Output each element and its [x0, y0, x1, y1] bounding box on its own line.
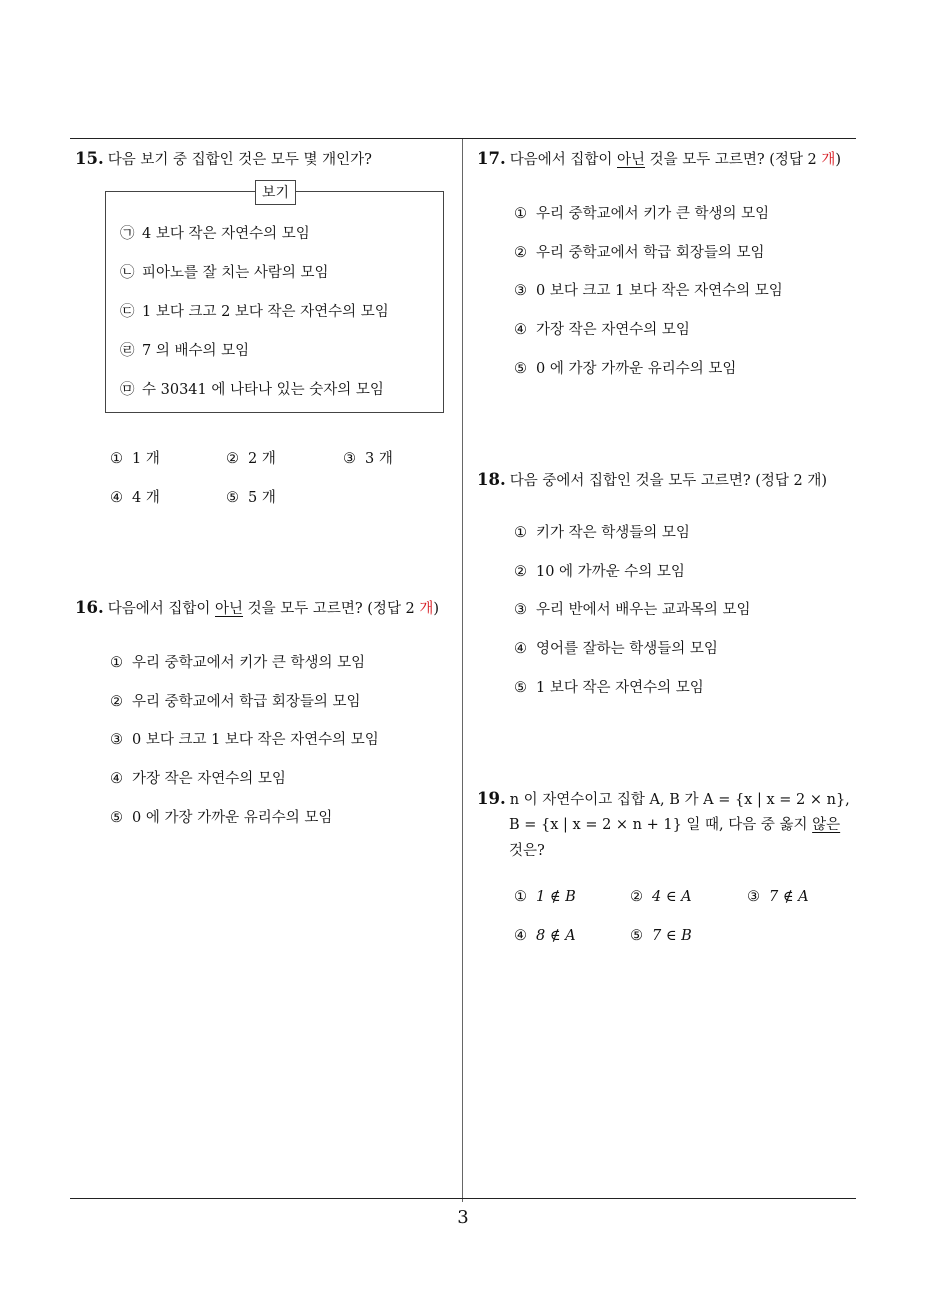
- example-item: [120, 300, 389, 321]
- question-text: 다음에서 집합이: [107, 601, 215, 617]
- option-mark: ⑤: [110, 810, 123, 826]
- answer-option-2[interactable]: [110, 690, 361, 711]
- option-text: 우리 중학교에서 키가 큰 학생의 모임: [132, 655, 366, 671]
- question-19-stem-line1: [477, 786, 850, 813]
- question-17-stem: [477, 148, 841, 171]
- top-rule: [70, 138, 856, 139]
- answer-option-1[interactable]: [514, 202, 769, 223]
- option-mark: ③: [747, 889, 760, 905]
- answer-option-3[interactable]: [110, 728, 379, 749]
- question-19-stem-line2: [509, 812, 840, 838]
- question-number: 19.: [477, 789, 506, 808]
- highlighted-word: 개: [419, 601, 434, 617]
- option-text: 5 개: [248, 490, 276, 506]
- option-mark: ②: [514, 564, 527, 580]
- option-text: 영어를 잘하는 학생들의 모임: [536, 641, 718, 657]
- highlighted-word: 개: [821, 152, 836, 168]
- item-mark: ㉢: [120, 304, 135, 320]
- option-text: 4 개: [132, 490, 160, 506]
- option-mark: ②: [110, 694, 123, 710]
- answer-option-4[interactable]: [110, 486, 160, 507]
- answer-option-3[interactable]: [514, 279, 783, 300]
- option-text: 2 개: [248, 451, 276, 467]
- question-15-stem: [75, 148, 372, 171]
- question-text: 다음 중에서 집합인 것을 모두 고르면? (정답 2 개): [509, 473, 828, 489]
- question-16-stem: [75, 597, 439, 620]
- option-mark: ④: [514, 322, 527, 338]
- question-number: 18.: [477, 470, 506, 489]
- example-item: [120, 378, 384, 399]
- option-text: 4 ∈ A: [652, 889, 692, 905]
- answer-option-3[interactable]: [514, 598, 751, 619]
- option-text: 0 에 가장 가까운 유리수의 모임: [132, 810, 333, 826]
- option-text: 우리 중학교에서 키가 큰 학생의 모임: [536, 206, 770, 222]
- answer-option-4[interactable]: [514, 637, 718, 658]
- underlined-word: 아닌: [617, 152, 646, 168]
- option-mark: ①: [110, 655, 123, 671]
- question-number: 17.: [477, 149, 506, 168]
- question-number: 15.: [75, 149, 104, 168]
- answer-option-4[interactable]: [514, 928, 576, 944]
- question-text: 다음에서 집합이: [509, 152, 617, 168]
- item-text: 피아노를 잘 치는 사람의 모임: [142, 265, 329, 281]
- item-text: 7 의 배수의 모임: [142, 343, 250, 359]
- option-mark: ④: [514, 928, 527, 944]
- example-item: [120, 222, 310, 243]
- option-mark: ④: [110, 490, 123, 506]
- item-text: 1 보다 크고 2 보다 작은 자연수의 모임: [142, 304, 389, 320]
- example-item: [120, 261, 329, 282]
- option-text: 1 개: [132, 451, 160, 467]
- option-mark: ⑤: [226, 490, 239, 506]
- answer-option-5[interactable]: [110, 806, 332, 827]
- option-text: 7 ∉ A: [769, 889, 809, 905]
- option-text: 키가 작은 학생들의 모임: [536, 525, 690, 541]
- bottom-rule: [70, 1198, 856, 1199]
- option-text: 가장 작은 자연수의 모임: [536, 322, 690, 338]
- option-text: 10 에 가까운 수의 모임: [536, 564, 685, 580]
- question-text: ): [433, 601, 440, 617]
- option-mark: ④: [110, 771, 123, 787]
- question-19-stem-line3: 것은?: [509, 843, 545, 859]
- option-text: 우리 중학교에서 학급 회장들의 모임: [536, 245, 765, 261]
- answer-option-5[interactable]: [514, 357, 736, 378]
- option-mark: ③: [110, 732, 123, 748]
- answer-option-1[interactable]: [514, 521, 690, 542]
- column-divider: [462, 139, 463, 1202]
- option-mark: ③: [514, 283, 527, 299]
- answer-option-5[interactable]: [514, 676, 704, 697]
- item-mark: ㉡: [120, 265, 135, 281]
- question-text: 것을 모두 고르면? (정답 2: [243, 601, 420, 617]
- option-mark: ③: [343, 451, 356, 467]
- answer-option-5[interactable]: [630, 928, 692, 944]
- option-text: 가장 작은 자연수의 모임: [132, 771, 286, 787]
- option-mark: ⑤: [630, 928, 643, 944]
- answer-option-4[interactable]: [514, 318, 690, 339]
- question-text: n 이 자연수이고 집합 A, B 가 A = {x | x = 2 × n},: [509, 792, 850, 808]
- question-text: ): [835, 152, 842, 168]
- option-mark: ②: [514, 245, 527, 261]
- question-text: 것을 모두 고르면? (정답 2: [645, 152, 822, 168]
- answer-option-2[interactable]: [514, 560, 685, 581]
- item-mark: ㉤: [120, 382, 135, 398]
- item-mark: ㉣: [120, 343, 135, 359]
- item-text: 수 30341 에 나타나 있는 숫자의 모임: [142, 382, 384, 398]
- answer-option-3[interactable]: [343, 447, 393, 468]
- option-text: 우리 반에서 배우는 교과목의 모임: [536, 602, 751, 618]
- option-text: 0 에 가장 가까운 유리수의 모임: [536, 361, 737, 377]
- question-text: B = {x | x = 2 × n + 1} 일 때, 다음 중 옳지: [509, 817, 813, 833]
- option-text: 0 보다 크고 1 보다 작은 자연수의 모임: [536, 283, 783, 299]
- answer-option-2[interactable]: [226, 447, 276, 468]
- option-mark: ⑤: [514, 361, 527, 377]
- item-text: 4 보다 작은 자연수의 모임: [142, 226, 310, 242]
- item-mark: ㉠: [120, 226, 135, 242]
- answer-option-5[interactable]: [226, 486, 276, 507]
- option-mark: ①: [514, 525, 527, 541]
- answer-option-1[interactable]: [110, 447, 160, 468]
- option-mark: ②: [226, 451, 239, 467]
- option-mark: ④: [514, 641, 527, 657]
- answer-option-2[interactable]: [630, 889, 692, 905]
- answer-option-3[interactable]: [747, 889, 809, 905]
- page-number: 3: [457, 1207, 469, 1228]
- option-mark: ②: [630, 889, 643, 905]
- option-text: 8 ∉ A: [536, 928, 576, 944]
- question-number: 16.: [75, 598, 104, 617]
- option-mark: ⑤: [514, 680, 527, 696]
- answer-option-1[interactable]: [110, 651, 365, 672]
- answer-option-4[interactable]: [110, 767, 286, 788]
- question-text: 다음 보기 중 집합인 것은 모두 몇 개인가?: [107, 152, 372, 168]
- question-18-stem: [477, 469, 827, 492]
- option-mark: ③: [514, 602, 527, 618]
- option-text: 1 보다 작은 자연수의 모임: [536, 680, 704, 696]
- option-text: 3 개: [365, 451, 393, 467]
- underlined-word: 않은: [812, 817, 841, 833]
- option-mark: ①: [514, 889, 527, 905]
- example-item: [120, 339, 249, 360]
- example-box-title: 보기: [255, 180, 296, 205]
- option-text: 0 보다 크고 1 보다 작은 자연수의 모임: [132, 732, 379, 748]
- underlined-word: 아닌: [215, 601, 244, 617]
- answer-option-2[interactable]: [514, 241, 765, 262]
- option-mark: ①: [110, 451, 123, 467]
- answer-option-1[interactable]: [514, 889, 576, 905]
- option-mark: ①: [514, 206, 527, 222]
- option-text: 1 ∉ B: [536, 889, 576, 905]
- option-text: 우리 중학교에서 학급 회장들의 모임: [132, 694, 361, 710]
- option-text: 7 ∈ B: [652, 928, 692, 944]
